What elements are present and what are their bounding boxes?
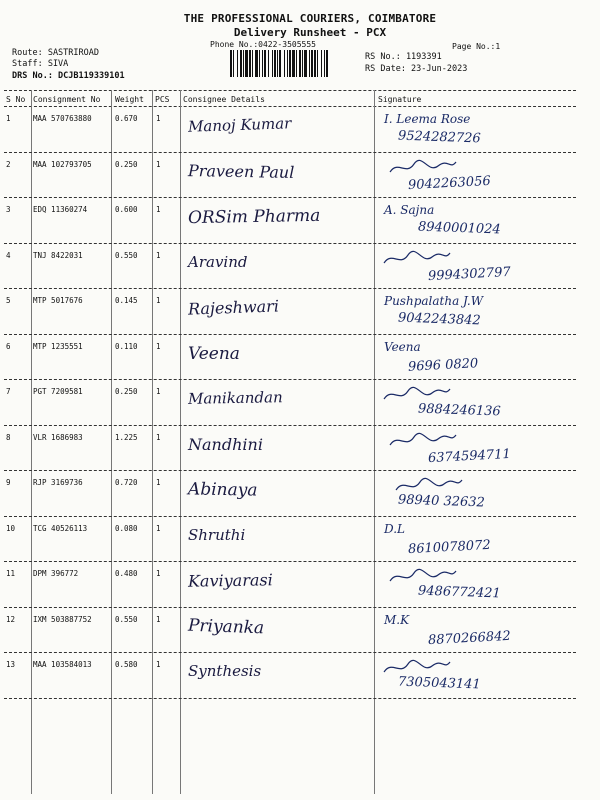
- row-pcs: 1: [156, 296, 161, 305]
- col-header-signature: Signature: [378, 95, 422, 104]
- row-consignee-handwritten: Manoj Kumar: [187, 114, 292, 136]
- row-consignment-no: MAA 570763880: [33, 114, 92, 123]
- row-signature-name: D.L: [384, 521, 405, 536]
- page-number: Page No.:1: [452, 42, 501, 51]
- col-divider: [180, 90, 181, 794]
- row-signature-phone: 8610078072: [407, 537, 492, 557]
- row-weight: 0.550: [115, 250, 138, 260]
- row-sno: 10: [6, 523, 16, 533]
- row-rule: [4, 607, 576, 608]
- row-signature-phone: 9696 0820: [407, 355, 479, 375]
- row-rule: [4, 516, 576, 517]
- signature-scribble: [382, 656, 452, 678]
- row-consignee-handwritten: Veena: [188, 343, 240, 364]
- row-pcs: 1: [156, 660, 161, 669]
- company-title: THE PROFESSIONAL COURIERS, COIMBATORE: [183, 12, 437, 25]
- row-consignment-no: MAA 102793705: [33, 159, 92, 169]
- row-signature-phone: 8870266842: [427, 628, 512, 648]
- row-rule: [4, 698, 576, 699]
- rs-number: RS No.: 1193391: [365, 52, 442, 62]
- row-consignment-no: PGT 7209581: [33, 387, 83, 396]
- row-sno: 13: [6, 660, 16, 669]
- row-weight: 0.080: [115, 523, 138, 533]
- signature-scribble: [388, 565, 458, 587]
- row-signature-name: M.K: [384, 612, 410, 627]
- row-sno: 2: [6, 159, 11, 169]
- header-bottom-rule: [4, 106, 576, 107]
- row-consignee-handwritten: Kaviyarasi: [187, 570, 273, 591]
- row-consignment-no: MTP 1235551: [33, 341, 83, 351]
- signature-scribble: [388, 292, 458, 314]
- signature-scribble: [388, 156, 458, 178]
- row-signature-name: Pushpalatha J.W: [384, 294, 484, 308]
- signature-scribble: [382, 247, 452, 269]
- row-weight: 0.110: [115, 341, 138, 351]
- row-consignee-handwritten: Synthesis: [188, 662, 262, 680]
- barcode-image: [230, 50, 358, 77]
- row-consignment-no: MTP 5017676: [33, 296, 83, 305]
- row-weight: 0.720: [115, 478, 138, 487]
- signature-scribble: [394, 338, 464, 360]
- row-weight: 0.145: [115, 296, 138, 305]
- row-weight: 0.250: [115, 159, 138, 169]
- signature-scribble: [394, 201, 464, 223]
- phone-number: Phone No.:0422-3505555: [210, 40, 316, 49]
- row-weight: 0.670: [115, 114, 138, 123]
- row-signature-phone: 9486772421: [417, 583, 501, 602]
- row-pcs: 1: [156, 432, 161, 442]
- col-header-consignment: Consignment No: [33, 95, 101, 104]
- row-weight: 0.580: [115, 660, 138, 669]
- row-consignee-handwritten: ORSim Pharma: [187, 205, 321, 229]
- row-consignee-handwritten: Nandhini: [188, 434, 263, 454]
- row-weight: 0.480: [115, 569, 138, 578]
- row-consignment-no: RJP 3169736: [33, 478, 83, 487]
- col-header-pcs: PCS: [155, 95, 170, 104]
- row-pcs: 1: [156, 569, 161, 578]
- row-consignment-no: IXM 503887752: [33, 614, 92, 624]
- col-header-consignee: Consignee Details: [183, 95, 265, 104]
- row-pcs: 1: [156, 478, 161, 487]
- row-rule: [4, 561, 576, 562]
- signature-scribble: [382, 520, 452, 542]
- row-sno: 8: [6, 432, 11, 442]
- row-rule: [4, 652, 576, 653]
- row-sno: 9: [6, 478, 11, 487]
- row-pcs: 1: [156, 387, 161, 396]
- row-rule: [4, 288, 576, 289]
- row-consignment-no: MAA 103584013: [33, 660, 92, 669]
- drs-number: DRS No.: DCJB119339101: [12, 71, 125, 81]
- row-consignee-handwritten: Priyanka: [187, 615, 265, 638]
- row-sno: 6: [6, 341, 11, 351]
- row-consignment-no: TNJ 8422031: [33, 250, 83, 260]
- staff-label: Staff: SIVA: [12, 59, 69, 69]
- row-signature-phone: 98940 32632: [397, 492, 486, 511]
- row-rule: [4, 243, 576, 244]
- row-pcs: 1: [156, 523, 161, 533]
- signature-scribble: [382, 383, 452, 405]
- row-sno: 7: [6, 387, 11, 396]
- col-divider: [111, 90, 112, 794]
- row-pcs: 1: [156, 114, 161, 123]
- row-rule: [4, 152, 576, 153]
- header-top-rule: [4, 90, 576, 91]
- row-consignee-handwritten: Praveen Paul: [187, 160, 295, 182]
- row-pcs: 1: [156, 159, 161, 169]
- row-consignee-handwritten: Manikandan: [187, 388, 283, 408]
- row-rule: [4, 334, 576, 335]
- row-weight: 0.250: [115, 387, 138, 396]
- row-sno: 4: [6, 250, 11, 260]
- row-signature-phone: 6374594711: [427, 446, 512, 466]
- row-signature-phone: 9524282726: [397, 128, 481, 147]
- row-weight: 1.225: [115, 432, 138, 442]
- row-signature-phone: 9042263056: [407, 173, 492, 193]
- signature-scribble: [394, 611, 464, 633]
- row-signature-phone: 7305043141: [397, 674, 481, 693]
- row-pcs: 1: [156, 614, 161, 624]
- signature-scribble: [394, 474, 464, 496]
- row-consignee-handwritten: Abinaya: [187, 479, 258, 501]
- row-rule: [4, 470, 576, 471]
- row-weight: 0.600: [115, 205, 138, 214]
- row-signature-phone: 9884246136: [417, 401, 501, 420]
- row-rule: [4, 379, 576, 380]
- row-sno: 1: [6, 114, 11, 123]
- row-consignee-handwritten: Aravind: [188, 252, 248, 271]
- signature-scribble: [388, 429, 458, 451]
- row-pcs: 1: [156, 250, 161, 260]
- row-pcs: 1: [156, 205, 161, 214]
- row-consignee-handwritten: Rajeshwari: [187, 296, 280, 319]
- col-header-weight: Weight: [115, 95, 144, 104]
- col-divider: [374, 90, 375, 794]
- row-pcs: 1: [156, 341, 161, 351]
- row-signature-name: A. Sajna: [384, 203, 435, 217]
- row-sno: 11: [6, 569, 16, 578]
- row-sno: 12: [6, 614, 16, 624]
- route-label: Route: SASTRIROAD: [12, 48, 99, 58]
- row-consignment-no: DPM 396772: [33, 569, 79, 578]
- row-weight: 0.550: [115, 614, 138, 624]
- row-consignment-no: TCG 40526113: [33, 523, 88, 533]
- runsheet-title: Delivery Runsheet - PCX: [233, 26, 387, 39]
- row-signature-phone: 9994302797: [427, 264, 512, 284]
- row-consignee-handwritten: Shruthi: [188, 525, 246, 544]
- signature-scribble: [382, 110, 452, 132]
- rs-date: RS Date: 23-Jun-2023: [365, 64, 468, 74]
- row-rule: [4, 197, 576, 198]
- row-sno: 5: [6, 296, 11, 305]
- row-signature-phone: 8940001024: [417, 219, 501, 238]
- col-divider: [152, 90, 153, 794]
- row-consignment-no: EDQ 11360274: [33, 205, 88, 214]
- col-header-sno: S No: [6, 95, 26, 104]
- row-sno: 3: [6, 205, 11, 214]
- row-signature-name: Veena: [384, 339, 421, 354]
- row-signature-name: I. Leema Rose: [384, 112, 471, 126]
- col-divider: [31, 90, 32, 794]
- row-rule: [4, 425, 576, 426]
- row-consignment-no: VLR 1686983: [33, 432, 83, 442]
- row-signature-phone: 9042243842: [397, 310, 481, 329]
